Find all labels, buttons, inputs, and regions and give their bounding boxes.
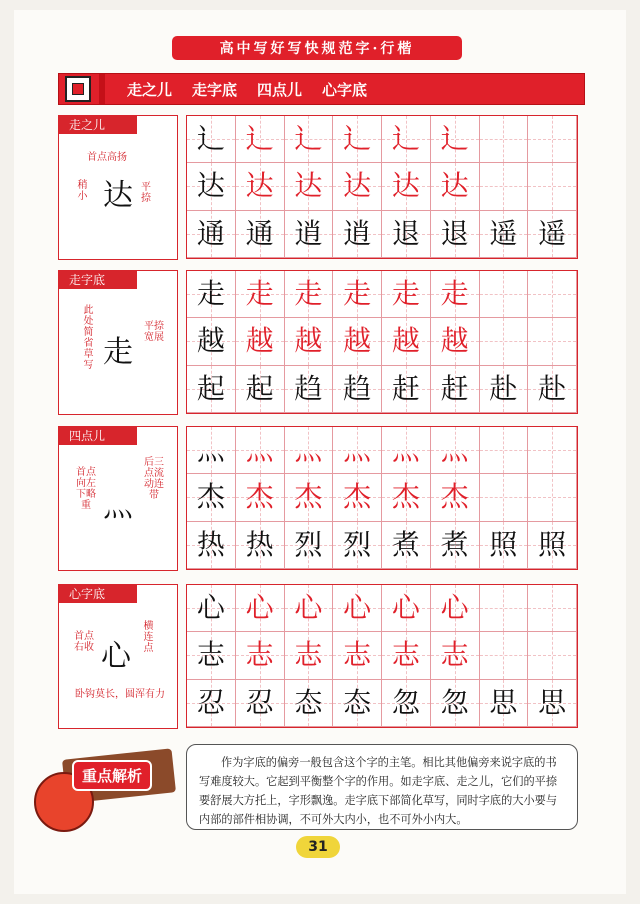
practice-cell bbox=[236, 116, 285, 163]
practice-cell bbox=[285, 366, 334, 413]
practice-cell bbox=[528, 116, 577, 163]
practice-cell bbox=[480, 211, 529, 258]
practice-cell bbox=[382, 116, 431, 163]
practice-cell bbox=[333, 522, 382, 569]
practice-cell bbox=[480, 318, 529, 365]
section-title-bar bbox=[58, 73, 585, 105]
practice-cell bbox=[187, 474, 236, 521]
practice-cell bbox=[236, 427, 285, 474]
practice-character: 忽 bbox=[391, 685, 420, 719]
section-tab: 四点儿 bbox=[59, 427, 137, 445]
diagram-note: 卧钩莫长，圆浑有力 bbox=[75, 689, 165, 700]
diagram-note: 首点右收 bbox=[74, 631, 94, 653]
practice-cell bbox=[431, 271, 480, 318]
title-item: 走字底 bbox=[192, 80, 238, 99]
practice-cell bbox=[431, 366, 480, 413]
practice-cell bbox=[480, 522, 529, 569]
practice-cell bbox=[236, 632, 285, 679]
practice-character: 逍 bbox=[343, 216, 372, 250]
practice-cell bbox=[236, 318, 285, 365]
tip-label: 重点解析 bbox=[72, 760, 152, 791]
diagram-note: 稍小 bbox=[77, 180, 88, 202]
header-title: 高中写好写快规范字·行楷 bbox=[219, 41, 415, 57]
practice-character: 辶 bbox=[440, 122, 469, 156]
practice-character: 遥 bbox=[489, 216, 518, 250]
section-tab: 心字底 bbox=[59, 585, 137, 603]
practice-cell bbox=[480, 474, 529, 521]
practice-cell bbox=[431, 163, 480, 210]
practice-character: 达 bbox=[391, 169, 420, 203]
diagram-note: 平捺 bbox=[141, 182, 151, 204]
practice-character: 志 bbox=[391, 638, 420, 672]
practice-cell bbox=[431, 522, 480, 569]
diagram-note: 平捺宽展 bbox=[144, 321, 164, 343]
practice-character: 走 bbox=[440, 277, 469, 311]
practice-cell bbox=[187, 427, 236, 474]
practice-character: 煮 bbox=[440, 527, 469, 561]
diagram-note: 首点高扬 bbox=[87, 152, 127, 163]
practice-cell bbox=[187, 585, 236, 632]
practice-cell bbox=[187, 522, 236, 569]
practice-cell bbox=[285, 680, 334, 727]
practice-character: 通 bbox=[196, 216, 225, 250]
practice-character: 态 bbox=[343, 685, 372, 719]
practice-character: 思 bbox=[489, 685, 518, 719]
diagram-note: 后三点流动连带 bbox=[144, 457, 164, 501]
practice-cell bbox=[285, 474, 334, 521]
practice-grid bbox=[186, 426, 578, 570]
practice-cell bbox=[528, 474, 577, 521]
practice-cell bbox=[236, 271, 285, 318]
practice-cell bbox=[285, 211, 334, 258]
practice-cell bbox=[528, 632, 577, 679]
practice-character: 杰 bbox=[391, 480, 420, 514]
practice-cell bbox=[528, 163, 577, 210]
practice-grid bbox=[186, 584, 578, 728]
practice-cell bbox=[285, 632, 334, 679]
practice-character: 赴 bbox=[489, 371, 518, 405]
practice-character: 热 bbox=[245, 527, 274, 561]
practice-character: 越 bbox=[245, 324, 274, 358]
practice-cell bbox=[382, 522, 431, 569]
practice-cell bbox=[528, 211, 577, 258]
practice-cell bbox=[236, 680, 285, 727]
tip-text: 作为字底的偏旁一般包含这个字的主笔。相比其他偏旁来说字底的书写难度较大。它起到平衡整个字的作用。如走字底、走之儿，它们的平捺要舒展大方托上，字形飘逸。走字底下部简化草写，同时字底的大小要与内部的部件相协调，不可外大内小，也不可外小内大。 bbox=[199, 756, 558, 826]
practice-cell bbox=[382, 585, 431, 632]
practice-grid bbox=[186, 115, 578, 259]
practice-cell bbox=[187, 366, 236, 413]
practice-character: 达 bbox=[196, 169, 225, 203]
practice-character: 杰 bbox=[245, 480, 274, 514]
practice-cell bbox=[382, 271, 431, 318]
practice-cell bbox=[528, 318, 577, 365]
section-diagram bbox=[58, 584, 178, 729]
practice-cell bbox=[382, 163, 431, 210]
practice-cell bbox=[236, 211, 285, 258]
diagram-character: 达 bbox=[103, 178, 133, 213]
practice-cell bbox=[528, 585, 577, 632]
section-diagram bbox=[58, 270, 178, 415]
practice-character: 志 bbox=[196, 638, 225, 672]
practice-cell bbox=[480, 366, 529, 413]
practice-cell bbox=[431, 474, 480, 521]
practice-character: 杰 bbox=[440, 480, 469, 514]
practice-cell bbox=[236, 585, 285, 632]
practice-cell bbox=[333, 632, 382, 679]
practice-character: 心 bbox=[245, 591, 274, 625]
practice-cell bbox=[285, 318, 334, 365]
practice-character: 赴 bbox=[538, 371, 567, 405]
practice-cell bbox=[187, 271, 236, 318]
practice-cell bbox=[382, 632, 431, 679]
title-item: 走之儿 bbox=[127, 80, 173, 99]
practice-cell bbox=[382, 474, 431, 521]
practice-character: 走 bbox=[245, 277, 274, 311]
practice-character: 越 bbox=[196, 324, 225, 358]
practice-character: 忽 bbox=[440, 685, 469, 719]
practice-cell bbox=[187, 163, 236, 210]
practice-character: 起 bbox=[196, 371, 225, 405]
practice-character: 赶 bbox=[391, 371, 420, 405]
page-number: 31 bbox=[296, 836, 340, 858]
practice-cell bbox=[333, 585, 382, 632]
practice-cell bbox=[431, 116, 480, 163]
practice-character: 走 bbox=[294, 277, 323, 311]
practice-character: 志 bbox=[245, 638, 274, 672]
practice-cell bbox=[333, 427, 382, 474]
practice-cell bbox=[285, 163, 334, 210]
practice-character: 思 bbox=[538, 685, 567, 719]
practice-cell bbox=[333, 474, 382, 521]
practice-character: 烈 bbox=[343, 527, 372, 561]
practice-character: 煮 bbox=[391, 527, 420, 561]
practice-cell bbox=[236, 366, 285, 413]
practice-cell bbox=[285, 585, 334, 632]
title-item: 四点儿 bbox=[257, 80, 303, 99]
practice-cell bbox=[528, 366, 577, 413]
practice-character: 杰 bbox=[294, 480, 323, 514]
practice-character: 达 bbox=[294, 169, 323, 203]
practice-character: 辶 bbox=[294, 122, 323, 156]
tip-box bbox=[186, 744, 578, 830]
practice-character: 心 bbox=[196, 591, 225, 625]
practice-cell bbox=[187, 632, 236, 679]
practice-character: 态 bbox=[294, 685, 323, 719]
practice-cell bbox=[236, 474, 285, 521]
diagram-character: 灬 bbox=[103, 489, 133, 524]
practice-cell bbox=[382, 680, 431, 727]
practice-cell bbox=[480, 163, 529, 210]
practice-cell bbox=[187, 318, 236, 365]
diagram-note: 首点向左下略重 bbox=[76, 467, 96, 511]
practice-cell bbox=[480, 632, 529, 679]
practice-cell bbox=[333, 318, 382, 365]
practice-character: 灬 bbox=[294, 433, 323, 467]
practice-character: 走 bbox=[391, 277, 420, 311]
practice-character: 辶 bbox=[196, 122, 225, 156]
practice-cell bbox=[480, 585, 529, 632]
practice-character: 忍 bbox=[245, 685, 274, 719]
practice-cell bbox=[382, 211, 431, 258]
practice-character: 心 bbox=[294, 591, 323, 625]
practice-character: 越 bbox=[440, 324, 469, 358]
practice-cell bbox=[431, 318, 480, 365]
practice-cell bbox=[480, 271, 529, 318]
title-item: 心字底 bbox=[322, 80, 368, 99]
practice-cell bbox=[528, 680, 577, 727]
practice-cell bbox=[236, 522, 285, 569]
section-tab: 走之儿 bbox=[59, 116, 137, 134]
practice-character: 起 bbox=[245, 371, 274, 405]
practice-character: 心 bbox=[343, 591, 372, 625]
diagram-character: 心 bbox=[101, 639, 131, 674]
practice-character: 达 bbox=[343, 169, 372, 203]
practice-cell bbox=[333, 163, 382, 210]
practice-character: 遥 bbox=[538, 216, 567, 250]
book-logo-icon bbox=[65, 76, 91, 102]
practice-cell bbox=[187, 211, 236, 258]
practice-character: 越 bbox=[343, 324, 372, 358]
practice-cell bbox=[333, 271, 382, 318]
practice-cell bbox=[285, 427, 334, 474]
practice-character: 达 bbox=[245, 169, 274, 203]
practice-cell bbox=[431, 585, 480, 632]
practice-cell bbox=[528, 522, 577, 569]
practice-character: 灬 bbox=[391, 433, 420, 467]
practice-character: 志 bbox=[343, 638, 372, 672]
practice-character: 达 bbox=[440, 169, 469, 203]
practice-cell bbox=[431, 632, 480, 679]
practice-cell bbox=[382, 318, 431, 365]
practice-cell bbox=[285, 522, 334, 569]
practice-character: 退 bbox=[440, 216, 469, 250]
practice-cell bbox=[333, 211, 382, 258]
practice-character: 退 bbox=[391, 216, 420, 250]
practice-character: 志 bbox=[440, 638, 469, 672]
practice-cell bbox=[480, 680, 529, 727]
practice-character: 灬 bbox=[343, 433, 372, 467]
practice-character: 杰 bbox=[343, 480, 372, 514]
tip-badge bbox=[24, 744, 174, 834]
title-items bbox=[127, 79, 367, 100]
section-diagram bbox=[58, 115, 178, 260]
practice-character: 辶 bbox=[245, 122, 274, 156]
practice-cell bbox=[382, 427, 431, 474]
practice-cell bbox=[382, 366, 431, 413]
practice-character: 趋 bbox=[343, 371, 372, 405]
practice-cell bbox=[285, 116, 334, 163]
practice-character: 灬 bbox=[245, 433, 274, 467]
practice-character: 逍 bbox=[294, 216, 323, 250]
header-banner bbox=[172, 36, 462, 60]
practice-character: 灬 bbox=[196, 433, 225, 467]
diagram-character: 走 bbox=[103, 335, 133, 370]
practice-cell bbox=[285, 271, 334, 318]
practice-character: 照 bbox=[489, 527, 518, 561]
practice-character: 心 bbox=[440, 591, 469, 625]
practice-character: 通 bbox=[245, 216, 274, 250]
practice-cell bbox=[333, 116, 382, 163]
practice-character: 走 bbox=[196, 277, 225, 311]
practice-character: 辶 bbox=[391, 122, 420, 156]
practice-character: 越 bbox=[294, 324, 323, 358]
practice-character: 热 bbox=[196, 527, 225, 561]
practice-character: 忍 bbox=[196, 685, 225, 719]
practice-character: 志 bbox=[294, 638, 323, 672]
section-diagram bbox=[58, 426, 178, 571]
practice-character: 赶 bbox=[440, 371, 469, 405]
practice-cell bbox=[480, 427, 529, 474]
diagram-note: 横连点 bbox=[143, 621, 154, 654]
practice-character: 烈 bbox=[294, 527, 323, 561]
practice-character: 趋 bbox=[294, 371, 323, 405]
practice-cell bbox=[187, 680, 236, 727]
practice-cell bbox=[431, 427, 480, 474]
practice-character: 灬 bbox=[440, 433, 469, 467]
practice-cell bbox=[528, 271, 577, 318]
practice-cell bbox=[333, 366, 382, 413]
practice-character: 辶 bbox=[343, 122, 372, 156]
section-tab: 走字底 bbox=[59, 271, 137, 289]
diagram-note: 此处简省草写 bbox=[83, 305, 94, 371]
title-divider bbox=[99, 74, 105, 104]
practice-character: 照 bbox=[538, 527, 567, 561]
practice-cell bbox=[480, 116, 529, 163]
practice-character: 杰 bbox=[196, 480, 225, 514]
practice-character: 心 bbox=[391, 591, 420, 625]
practice-character: 走 bbox=[343, 277, 372, 311]
practice-cell bbox=[187, 116, 236, 163]
practice-cell bbox=[333, 680, 382, 727]
practice-grid bbox=[186, 270, 578, 414]
practice-cell bbox=[431, 680, 480, 727]
practice-cell bbox=[431, 211, 480, 258]
practice-cell bbox=[236, 163, 285, 210]
practice-character: 越 bbox=[391, 324, 420, 358]
practice-cell bbox=[528, 427, 577, 474]
